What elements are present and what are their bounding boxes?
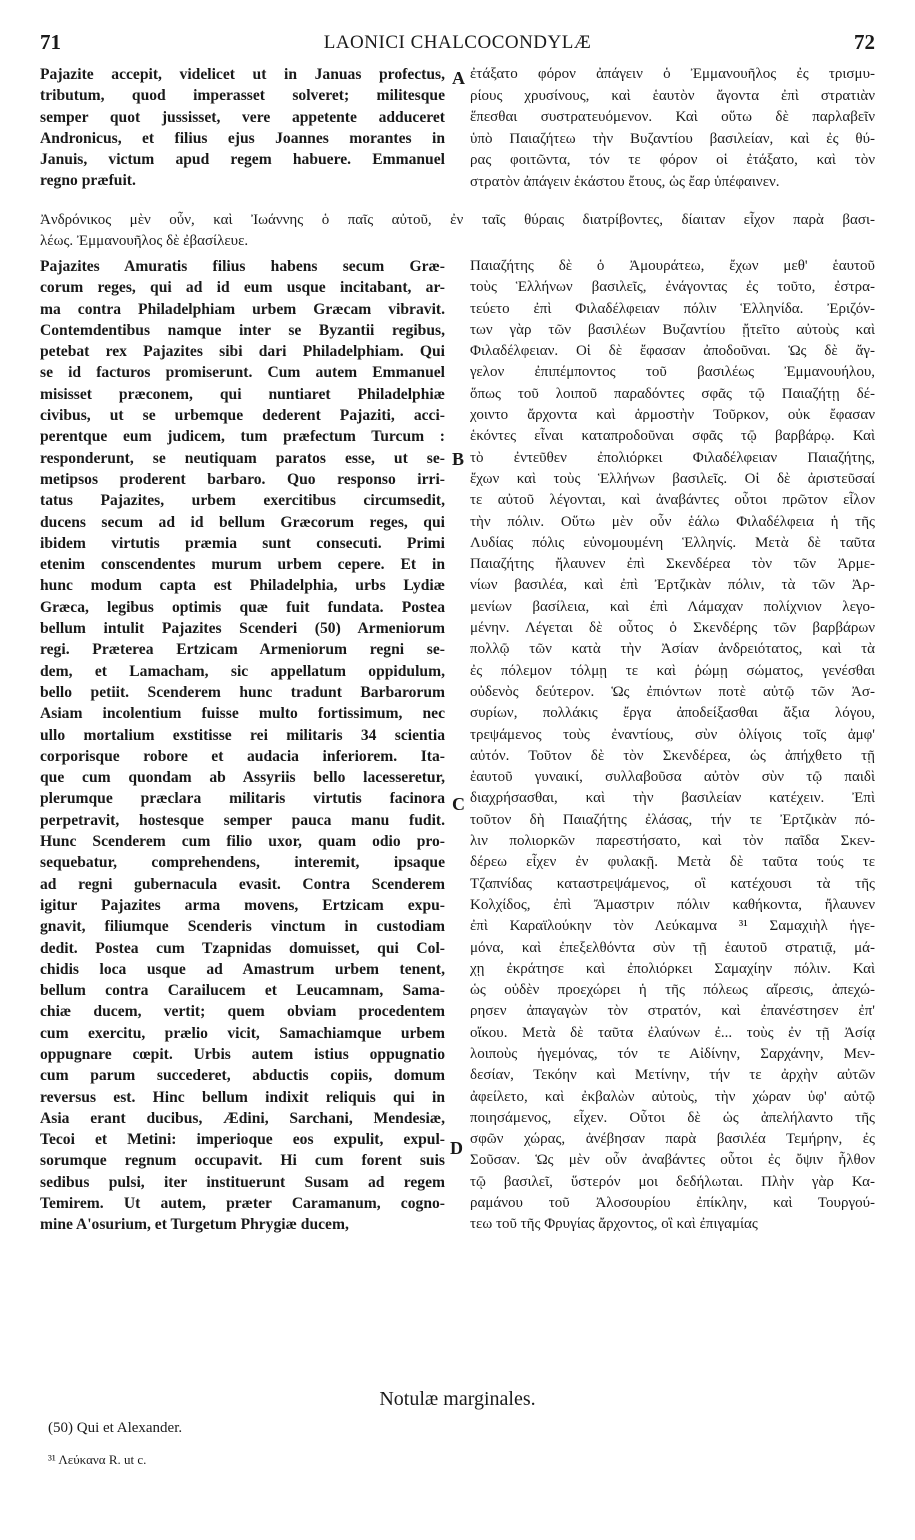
greek-line: λοιποὺς ἡγεμόνας, τόν τε Αἰδίνην, Σαρχάνην, Μεν- [470,1045,875,1062]
latin-line: bellum intulit Pajazites Scenderi (50) Armeniorum [40,620,445,638]
greek-line: πολλῷ τῶν κατὰ τὴν Ἀσίαν ἀνδρειότατος, καὶ τὰ [470,641,875,658]
running-header [40,30,875,56]
latin-line: ad regni gubernacula evasit. Contra Scenderem [40,875,445,893]
greek-line: ἑκόντες εἶναι καταπροδοῦναι σφᾶς τῷ βαρβάρῳ. Καὶ [470,428,875,445]
marginal-notes-title: Notulæ marginales. [379,1388,536,1410]
page-number-left: 71 [40,30,61,54]
latin-line: ma contra Philadelphiam urbem Græcam vibravit. [40,300,445,318]
greek-line: νίων βασιλέα, καὶ ἐπὶ Ἐρτζικὰν πόλιν, τὰ τῶν Ἀρ- [470,577,875,594]
latin-line: reversus est. Hinc bellum indixit reliquis qui in [40,1088,445,1106]
latin-line: cum parum succederet, abductis copiis, domum [40,1067,445,1085]
latin-line: gnavit, filiumque Scenderis vinctum in custodiam [40,918,445,936]
margin-letter-b: B [452,449,465,469]
latin-line: se id facturos promiserunt. Cum autem Emmanuel [40,364,445,382]
latin-line: Andronicus, et filius ejus Joannes morantes in [40,129,445,147]
latin-line: que cum quondam ab Assyriis bello lacesseretur, [40,769,445,787]
latin-line: Asiam incolentium fuisse multo fortissimum, nec [40,705,445,723]
latin-line: corporisque robore et audacia inferiorem. Ita- [40,747,445,765]
latin-line: bellum contra Carailucem et Leucamnam, Sama- [40,982,445,1000]
latin-line: Tecoi et Metini: imperioque eos expulit, expul- [40,1131,445,1149]
greek-line: μόνα, καὶ ἐπεξελθόντα σὺν τῇ ἑαυτοῦ στρατιᾷ, μά- [470,939,875,956]
latin-line: semper quot jussisset, vere appetente adduceret [40,108,445,126]
latin-line: cum exercitu, prælio vicit, Samachiamque urbem [40,1024,445,1042]
greek-line: ὑπὸ Παιαζήτεω τὴν Βυζαντίου βασιλείαν, καὶ ἐς θύ- [470,130,875,147]
greek-line: λιν πολιορκῶν παρεστήσατο, καὶ τὸν παῖδα Σκεν- [470,833,875,850]
latin-line: Pajazites Amuratis filius habens secum Græ- [40,258,445,275]
greek-line: ὡς οὐδὲν προεχώρει ἡ τῆς πόλεως αἵρεσις, ἀπεχώ- [470,982,875,999]
latin-line: civibus, ut se urbemque dederent Pajaziti, acci- [40,407,445,425]
latin-line: misisset præconem, qui nuntiaret Philadelphiæ [40,385,445,403]
latin-line: perpetravit, hostesque semper pauca manu fudit. [40,811,445,829]
latin-line: tributum, quod imperasset solveret; militesque [40,87,445,105]
greek-line: ἑαυτοῦ γυναικί, συλλαβοῦσα αὐτὸν σὺν τῷ παιδὶ [470,769,875,786]
greek-line: αὐτόν. Τοῦτον δὲ τὸν Σκενδέρεα, ὡς ἀπήχθετο τῇ [470,747,875,764]
greek-line: δεσίαν, Τεκόην καὶ Μετίνην, τήν τε ἀρχὴν αὐτῶν [470,1067,875,1084]
greek-column-main [470,256,875,1236]
margin-letter-c: C [452,794,465,814]
latin-line: dem, et Lamacham, sic appellatum oppidulum, [40,662,445,680]
greek-line: χῃ ἐκράτησε καὶ ἐπολιόρκει Σαμαχίην πόλιν. Καὶ [470,960,875,977]
greek-line: λέως. Ἐμμανουῆλος δὲ ἐβασίλευε. [40,233,249,249]
greek-line: τεω τοῦ τῆς Φρυγίας ἄρχοντος, οἳ καὶ ἐπιγαμίας [470,1216,758,1233]
footnote-50: (50) Qui et Alexander. [48,1420,183,1436]
greek-line: τῷ βασιλεῖ, ὕστερόν μοι δεδήλωται. Πλὴν γὰρ Κα- [470,1173,875,1190]
latin-line: petebat rex Pajazites sibi dari Philadelphiam. Qui [40,343,445,361]
latin-column-main [40,256,445,1236]
running-title: LAONICI CHALCOCONDYLÆ [323,32,592,53]
greek-line: ἀφείλετο, καὶ ἐκβαλὼν αὐτοὺς, τὴν χώραν ὑφ' αὑτῷ [470,1088,875,1105]
greek-column-top [470,64,875,193]
latin-column-top [40,64,445,192]
greek-line: των γὰρ τῶν βασιλέων Βυζαντίου ᾔτεῖτο αὐτοὺς καὶ [470,321,875,338]
greek-line: χοιντο ἄρχοντα καὶ ἁρμοστὴν Τοῦρκον, οὐκ ἔφασαν [470,407,875,424]
latin-line: corum reges, qui ad id eum usque incitabant, ar- [40,279,445,297]
latin-line: Januis, victum apud regem habuere. Emmanuel [40,151,445,169]
greek-line: ἐτάξατο φόρον ἀπάγειν ὁ Ἐμμανουῆλος ἐς τρισμυ- [470,66,875,82]
latin-line: Contemdentibus namque inter se Byzantii regibus, [40,321,445,339]
latin-line: dedit. Postea cum Tzapnidas domuisset, qui Col- [40,939,445,957]
greek-line: σφῶν χώρας, ἀνέβησαν παρὰ βασιλέα Τεμήρην, ἐς [470,1131,875,1148]
latin-line: igitur Pajazites arma movens, Ertzicam expu- [40,896,445,914]
latin-line: regi. Præterea Ertzicam Armeniorum regni se- [40,641,445,659]
greek-line: ραμάνου τοῦ Ἀλοσουρίου ἐπίκλην, καὶ Τουργού- [470,1195,875,1212]
greek-line: τὸ ἐντεῦθεν ἐπολιόρκει Φιλαδέλφειαν Παιαζήτης, [470,449,875,466]
greek-line: ἔχων καὶ τοὺς Ἑλλήνων βασιλεῖς. Οἱ δὲ ἀριστεῦσαί [470,470,875,487]
greek-line: Παιαζήτης δὲ ὁ Ἀμουράτεω, ἔχων μεθ' ἑαυτοῦ [470,258,875,274]
latin-line: perentque eum judicem, tum præfectum Turcum : [40,428,445,446]
margin-letter-a: A [452,68,465,88]
greek-line: μενίων βασίλεια, καὶ ἐπὶ Λάμαχαν πολίχνιον λεγο- [470,598,875,615]
greek-line: μένην. Λέγεται δὲ οὗτος ὁ Σκενδέρης τῶν βαρβάρων [470,620,875,637]
greek-line: στρατὸν ἀπάγειν ἑκάστου ἔτους, ὡς ἔαρ ὑπέφαινεν. [470,173,780,190]
latin-line: responderunt, se neutiquam paratos esse, ut se- [40,449,445,467]
latin-line: tatus Pajazites, urbem exercitibus circumsedit, [40,492,445,510]
latin-line: metipsos proderent barbaro. Quo responso irri- [40,470,445,488]
latin-line: chiæ ducem, vertit; quem obviam procedentem [40,1003,445,1021]
greek-line: οἴκου. Μετὰ δὲ ταῦτα ἐλαύνων ἐ... τοὺς ἐν τῇ Ἀσίᾳ [470,1024,875,1041]
latin-line: chidis loca usque ad Amastrum urbem tenent, [40,960,445,978]
latin-line: Græca, legibus optimis quæ fuit fundata. Postea [40,598,445,616]
latin-line: oppugnare cœpit. Urbis autem istius oppugnatio [40,1045,445,1063]
greek-full-width-lines [40,210,875,252]
greek-line: τοὺς Ἑλλήνων βασιλεῖς, ἐνάγοντας ἐς τοῦτο, ἐστρα- [470,279,875,296]
greek-line: ποιησάμενος, εἶχεν. Οὗτοι δὲ ὡς ἀπελήλαντο τῆς [470,1109,875,1126]
latin-line: sorumque regnum occupavit. Hi cum forent suis [40,1152,445,1170]
page-number-right: 72 [854,30,875,54]
greek-line: Ἀνδρόνικος μὲν οὖν, καὶ Ἰωάννης ὁ παῖς αὐτοῦ, ἐν ταῖς θύραις διατρίβοντες, δίαιταν εἶχον παρὰ βασι- [40,212,875,228]
greek-line: γελον ἐπιπέμποντος τοῦ βασιλέως Ἐμμανουήλου, [470,364,875,381]
greek-line: ἐπὶ Καραϊλούκην τὸν Λεύκαμνα ³¹ Σαμαχιὴλ ἡγε- [470,918,875,935]
latin-line: etenim conscendentes murum urbem cepere. Et in [40,556,445,574]
greek-line: τοῦτον δὴ Παιαζήτης ἐλάσας, τήν τε Ἐρτζικὰν πό- [470,811,875,828]
latin-line: ducens secum ad id bellum Græcorum reges, qui [40,513,445,531]
latin-line: regno præfuit. [40,172,136,190]
greek-line: ἕπεσθαι συστρατευόμενον. Καὶ οὕτω δὲ παρλαβεῖν [470,109,875,125]
greek-line: Λυδίας πόλις εὐνομουμένη Ἑλληνίς. Μετὰ δὲ ταῦτα [470,534,875,551]
greek-line: τὴν πόλιν. Οὕτω μὲν οὖν ἑάλω Φιλαδέλφεια ἡ τῆς [470,513,875,530]
greek-line: Τζαπνίδας καταστρεψάμενος, οἳ κατέχουσι τὰ τῆς [470,875,875,892]
greek-line: οὐδενὸς δεύτερον. Ὡς ἐπιόντων ποτὲ αὐτῷ τῶν Ἀσ- [470,683,875,700]
footnote-31: ³¹ Λεύκανα R. ut c. [48,1452,147,1467]
greek-line: Κολχίδος, ἐπὶ Ἄμαστριν πόλιν καθήκοντα, ἤλαυνεν [470,896,875,913]
latin-line: bello petiit. Scenderem hunc tradunt Barbarorum [40,683,445,701]
latin-line: ibidem virtutis præmia sunt consecuti. Primi [40,534,445,552]
greek-line: ρησεν ἀπαγαγὼν τὸν στρατόν, καὶ ἐπανέστησεν ἐπ' [470,1003,875,1020]
latin-line: ullo mortalium exstitisse rei militaris 34 scientia [40,726,445,744]
greek-line: ρίους χρυσίνους, καὶ ἑαυτὸν ἄγοντα ἐπὶ στρατιὰν [470,87,875,104]
latin-line: Temirem. Ut autem, præter Caramanum, cogno- [40,1195,445,1213]
greek-line: τε αὐτοῦ λέγονται, καὶ ἀναβάντες οὗτοι πρῶτον εἷλον [470,492,875,509]
latin-line: plerumque præclara militaris virtutis facinora [40,790,445,808]
latin-line: Asia erant ducibus, Ædini, Sarchani, Mendesiæ, [40,1109,445,1127]
latin-line: sequebatur, comprehendens, interemit, ipsaque [40,854,445,872]
latin-line: mine A'osurium, et Turgetum Phrygiæ ducem, [40,1216,349,1234]
greek-line: ὅπως τοῦ λοιποῦ παραδόντες σφᾶς τῷ Παιαζήτῃ δέ- [470,385,875,402]
greek-line: συρίων, πολλάκις ἔργα ἀποδείξασθαι ἄξια λόγου, [470,705,875,722]
greek-line: Φιλαδέλφειαν. Οἱ δὲ ἔφασαν ἀποδοῦναι. Ὡς δὲ ἄγ- [470,343,875,360]
latin-line: hunc modum capta est Philadelphia, urbs Lydiæ [40,577,445,595]
greek-line: διαχρήσασθαι, καὶ τὴν βασιλείαν κατέχειν. Ἐπὶ [470,790,875,807]
latin-line: Hunc Scenderem cum filio uxor, quam odio pro- [40,833,445,851]
greek-line: Σοῦσαν. Ὡς μὲν οὖν ἀναβάντες οὗτοι ἐς ὄψιν ἦλθον [470,1152,875,1169]
greek-line: δέρεω εἶχεν ἐν φυλακῇ. Μετὰ δὲ ταῦτα τούς τε [470,854,875,871]
greek-line: ρας φοιτῶντα, τόν τε φόρον οἱ ἐτάξατο, καὶ τὸν [470,152,875,168]
margin-letter-d: D [450,1138,463,1158]
greek-line: ἐς πόλεμον τόλμῃ τε καὶ ῥώμῃ σώματος, γενέσθαι [470,662,875,679]
latin-line: Pajazite accepit, videlicet ut in Januas profectus, [40,66,445,83]
latin-line: sedibus pulsi, iter instituerunt Susam ad regem [40,1173,445,1191]
greek-line: Παιαζήτης ἤλαυνεν ἐπὶ Σκενδέρεα τὸν τῶν Ἀρμε- [470,556,875,573]
greek-line: τεύετο ἐπὶ Φιλαδέλφειαν πόλιν Ἑλληνίδα. Ἐριζόν- [470,300,875,317]
greek-line: τρεψάμενος τοὺς ἐναντίους, σὺν ὀλίγοις τοῖς ἀμφ' [470,726,875,743]
